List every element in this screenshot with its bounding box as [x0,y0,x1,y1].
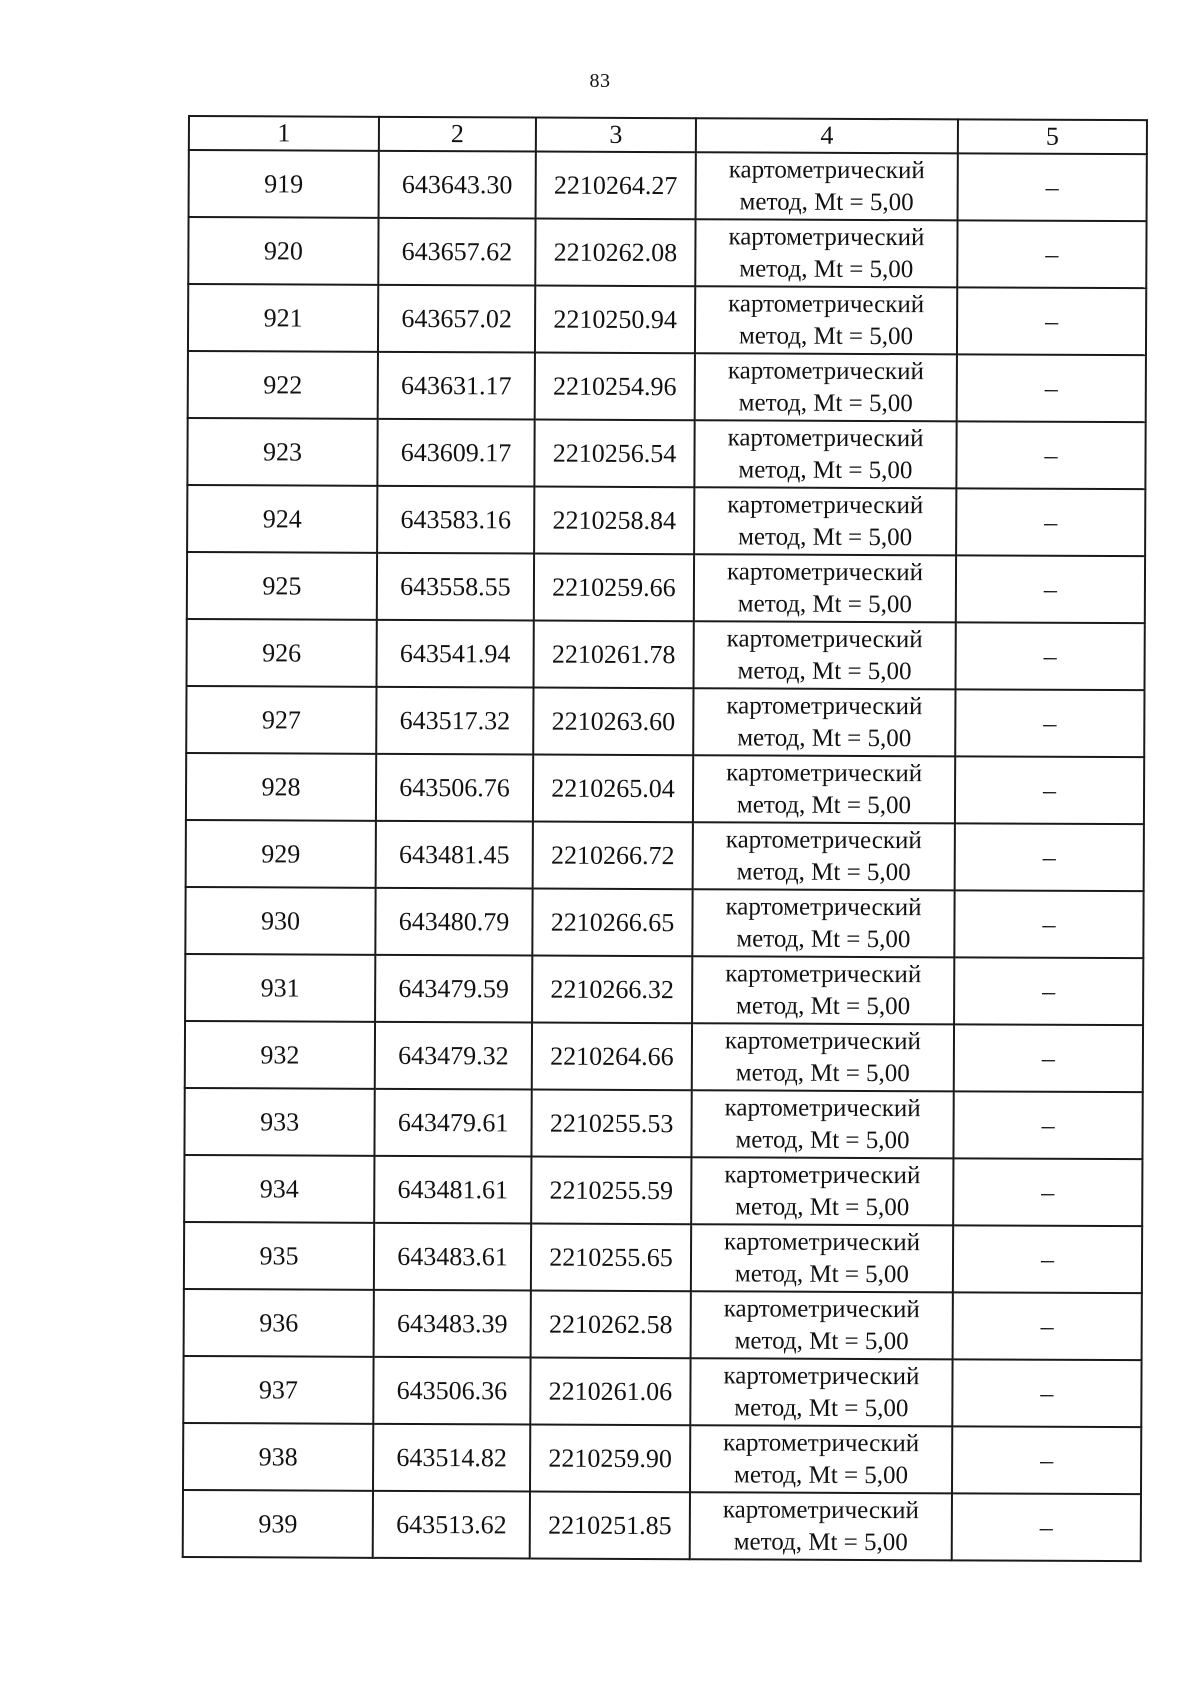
method-line-1: картометрический [723,1428,920,1457]
x-coordinate-cell: 643541.94 [377,620,534,688]
method-line-1: картометрический [723,1294,920,1323]
y-coordinate-cell: 2210255.65 [531,1224,691,1292]
method-cell [693,822,955,890]
coordinates-table [182,115,1148,1562]
method-cell [692,1023,954,1091]
y-coordinate-cell: 2210256.54 [534,420,694,488]
method-cell [690,1425,952,1493]
x-coordinate-cell: 643517.32 [376,687,533,755]
point-number-cell: 935 [184,1222,374,1290]
table-row [184,1155,1142,1226]
y-coordinate-cell: 2210266.32 [532,956,692,1024]
method-line-2: метод, Mt = 5,00 [734,1326,909,1355]
column-5-cell: – [956,622,1145,690]
x-coordinate-cell: 643481.61 [374,1156,531,1224]
x-coordinate-cell: 643643.30 [379,151,536,219]
method-cell [690,1358,952,1426]
method-line-2: метод, Mt = 5,00 [738,522,913,551]
y-coordinate-cell: 2210255.53 [531,1090,691,1158]
method-line-2: метод, Mt = 5,00 [739,254,914,283]
table-row [185,887,1143,958]
point-number-cell: 937 [183,1356,373,1424]
method-line-1: картометрический [728,155,925,184]
method-cell [695,286,957,354]
x-coordinate-cell: 643479.32 [375,1022,532,1090]
point-number-cell: 938 [183,1423,373,1491]
method-cell [694,621,956,689]
table-row [187,552,1145,623]
method-line-1: картометрический [724,1160,921,1189]
y-coordinate-cell: 2210265.04 [533,755,693,823]
header-col-2: 2 [379,117,536,152]
method-cell [694,420,956,488]
method-line-1: картометрический [724,1026,922,1055]
column-5-cell: – [956,421,1145,489]
point-number-cell: 922 [188,351,378,419]
y-coordinate-cell: 2210255.59 [531,1157,691,1225]
column-5-cell: – [952,1359,1141,1427]
method-cell [692,956,954,1024]
table-row [183,1356,1141,1427]
column-5-cell: – [955,689,1144,757]
method-line-2: метод, Mt = 5,00 [736,857,911,886]
x-coordinate-cell: 643558.55 [377,553,534,621]
method-line-1: картометрический [726,691,923,720]
method-cell [694,487,956,555]
column-5-cell: – [953,1158,1142,1226]
column-5-cell: – [956,555,1145,623]
method-cell [691,1157,953,1225]
y-coordinate-cell: 2210261.06 [530,1358,690,1426]
y-coordinate-cell: 2210250.94 [535,286,695,354]
column-5-cell: – [958,153,1147,221]
table-row [184,1088,1142,1159]
y-coordinate-cell: 2210266.65 [532,889,692,957]
x-coordinate-cell: 643506.76 [376,754,533,822]
y-coordinate-cell: 2210264.66 [532,1023,692,1091]
table-header [189,116,1147,154]
method-cell [691,1291,953,1359]
table-row [187,619,1145,690]
column-5-cell: – [957,287,1146,355]
header-col-1: 1 [189,116,379,151]
point-number-cell: 933 [184,1088,374,1156]
column-5-cell: – [957,220,1146,288]
table-row [185,1021,1143,1092]
point-number-cell: 931 [185,954,375,1022]
method-cell [691,1224,953,1292]
method-line-2: метод, Mt = 5,00 [733,1460,909,1489]
table-row [184,1289,1142,1360]
column-5-cell: – [953,1292,1142,1360]
table-row [183,1423,1141,1494]
column-5-cell: – [954,1024,1143,1092]
method-line-2: метод, Mt = 5,00 [736,991,911,1020]
method-cell [695,219,957,287]
method-cell [693,755,955,823]
x-coordinate-cell: 643631.17 [378,352,535,420]
method-line-1: картометрический [726,557,924,586]
method-cell [695,353,957,421]
method-line-2: метод, Mt = 5,00 [738,388,913,417]
x-coordinate-cell: 643481.45 [376,821,533,889]
method-line-1: картометрический [722,1495,919,1524]
method-line-2: метод, Mt = 5,00 [735,1192,910,1221]
header-col-4: 4 [696,118,958,153]
method-line-1: картометрический [727,423,924,452]
method-line-2: метод, Mt = 5,00 [738,455,913,484]
y-coordinate-cell: 2210262.58 [531,1291,691,1359]
method-line-1: картометрический [724,1093,921,1122]
method-line-2: метод, Mt = 5,00 [736,790,912,819]
y-coordinate-cell: 2210264.27 [536,152,696,220]
method-line-2: метод, Mt = 5,00 [735,1058,910,1087]
method-line-1: картометрический [728,289,925,318]
column-5-cell: – [953,1225,1142,1293]
method-line-1: картометрический [725,959,922,988]
column-5-cell: – [952,1493,1141,1561]
table-row [187,418,1145,489]
y-coordinate-cell: 2210262.08 [535,219,695,287]
x-coordinate-cell: 643483.61 [374,1223,531,1291]
method-cell [693,688,955,756]
table-row [186,686,1144,757]
point-number-cell: 930 [185,887,375,955]
point-number-cell: 920 [188,217,378,285]
method-line-2: метод, Mt = 5,00 [734,1259,910,1288]
method-line-2: метод, Mt = 5,00 [739,187,914,216]
point-number-cell: 926 [187,619,377,687]
method-line-1: картометрический [724,1227,921,1256]
x-coordinate-cell: 643583.16 [377,486,534,554]
method-cell [690,1492,952,1560]
table-row [188,284,1146,355]
x-coordinate-cell: 643479.61 [374,1089,531,1157]
x-coordinate-cell: 643514.82 [373,1424,530,1492]
table-row [184,1222,1142,1293]
page-number: 83 [589,70,611,92]
method-line-2: метод, Mt = 5,00 [733,1527,908,1556]
method-cell [696,152,958,220]
method-line-2: метод, Mt = 5,00 [735,1125,910,1154]
method-cell [692,889,954,957]
column-5-cell: – [955,756,1144,824]
table-row [185,954,1143,1025]
point-number-cell: 919 [189,150,379,218]
table-row [183,1490,1141,1561]
column-5-cell: – [954,890,1143,958]
table-row [186,753,1144,824]
method-line-2: метод, Mt = 5,00 [737,656,912,685]
y-coordinate-cell: 2210259.66 [534,554,694,622]
x-coordinate-cell: 643657.62 [378,218,535,286]
method-line-2: метод, Mt = 5,00 [736,924,911,953]
method-cell [691,1090,953,1158]
table-row [189,150,1147,221]
point-number-cell: 939 [183,1490,373,1558]
y-coordinate-cell: 2210263.60 [533,688,693,756]
y-coordinate-cell: 2210254.96 [535,353,695,421]
table-row [188,351,1146,422]
y-coordinate-cell: 2210259.90 [530,1425,690,1493]
y-coordinate-cell: 2210258.84 [534,487,694,555]
point-number-cell: 921 [188,284,378,352]
point-number-cell: 936 [184,1289,374,1357]
point-number-cell: 928 [186,753,376,821]
method-line-1: картометрический [725,892,922,921]
method-line-2: метод, Mt = 5,00 [738,321,914,350]
x-coordinate-cell: 643483.39 [374,1290,531,1358]
table-row [186,820,1144,891]
column-5-cell: – [955,823,1144,891]
method-line-1: картометрический [726,758,923,787]
method-cell [694,554,956,622]
y-coordinate-cell: 2210266.72 [533,822,693,890]
point-number-cell: 929 [186,820,376,888]
x-coordinate-cell: 643657.02 [378,285,535,353]
method-line-1: картометрический [727,490,924,519]
point-number-cell: 925 [187,552,377,620]
column-5-cell: – [953,1091,1142,1159]
x-coordinate-cell: 643479.59 [375,955,532,1023]
method-line-1: картометрический [723,1361,920,1390]
point-number-cell: 924 [187,485,377,553]
table-row [187,485,1145,556]
table-body [183,150,1147,1561]
table-row [188,217,1146,288]
x-coordinate-cell: 643506.36 [373,1357,530,1425]
method-line-1: картометрический [725,825,922,854]
column-5-cell: – [956,488,1145,556]
header-row [189,116,1147,154]
column-5-cell: – [957,354,1146,422]
x-coordinate-cell: 643513.62 [373,1491,530,1559]
point-number-cell: 927 [186,686,376,754]
point-number-cell: 934 [184,1155,374,1223]
method-line-2: метод, Mt = 5,00 [737,723,912,752]
x-coordinate-cell: 643480.79 [375,888,532,956]
method-line-1: картометрический [726,624,923,653]
column-5-cell: – [954,957,1143,1025]
x-coordinate-cell: 643609.17 [377,419,534,487]
header-col-3: 3 [536,118,696,153]
method-line-1: картометрический [727,356,924,385]
column-5-cell: – [952,1426,1141,1494]
method-line-1: картометрический [728,222,925,251]
method-line-2: метод, Mt = 5,00 [734,1393,909,1422]
y-coordinate-cell: 2210261.78 [534,621,694,689]
method-line-2: метод, Mt = 5,00 [737,589,912,618]
y-coordinate-cell: 2210251.85 [530,1492,690,1560]
header-col-5: 5 [958,119,1147,154]
point-number-cell: 932 [185,1021,375,1089]
point-number-cell: 923 [187,418,377,486]
